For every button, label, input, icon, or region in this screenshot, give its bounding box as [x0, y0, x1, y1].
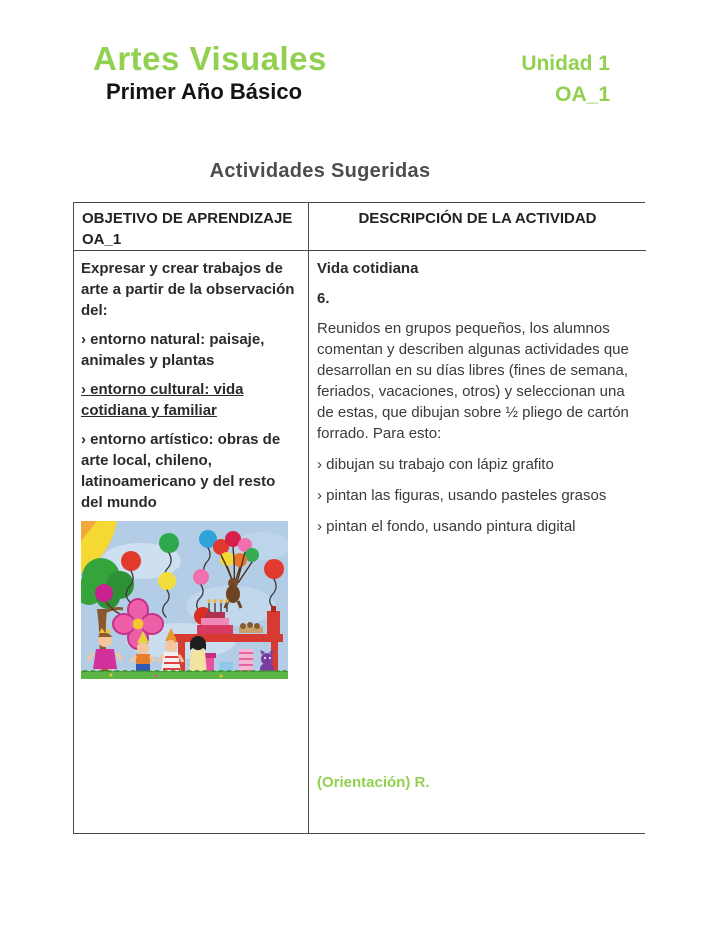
column-header-description: DESCRIPCIÓN DE LA ACTIVIDAD [309, 203, 646, 251]
page-title: Artes Visuales [93, 40, 327, 77]
children-party-drawing [81, 521, 288, 679]
objective-cell [74, 251, 309, 833]
activity-heading: Vida cotidiana [317, 260, 419, 277]
section-title: Actividades Sugeridas [209, 160, 431, 182]
unit-block [521, 48, 610, 110]
objective-bullet-natural: › entorno natural: paisaje, animales y plantas [81, 331, 265, 369]
activities-table [73, 202, 645, 834]
orientation-note: (Orientación) R. [317, 774, 430, 791]
objective-paragraph: Expresar y crear trabajos de arte a partir de la observación del: [81, 260, 295, 319]
activity-intro: Reunidos en grupos pequeños, los alumnos comentan y describen algunas actividades que desarrollan en su días libres (fines de semana, feriados, vacaciones, otros) y seleccionan una de estas, que dibujan sobre ½ pliego de cartón forrado. Para esto: [317, 320, 629, 442]
page-subtitle: Primer Año Básico [106, 79, 303, 104]
activity-step-3: › pintan el fondo, usando pintura digital [317, 518, 576, 535]
activity-number: 6. [317, 290, 330, 307]
grass [81, 670, 288, 679]
unit-label: Unidad 1 [521, 52, 610, 75]
objective-bullet-artistic: › entorno artístico: obras de arte local, chileno, latinoamericano y del resto del mundo [81, 431, 281, 511]
column-header-objective: OBJETIVO DE APRENDIZAJE OA_1 [74, 203, 309, 251]
objective-bullet-cultural: › entorno cultural: vida cotidiana y familiar [81, 381, 244, 419]
girl-yellow-dress [189, 636, 207, 675]
description-cell [309, 251, 646, 833]
oa-label: OA_1 [555, 83, 610, 106]
activity-step-1: › dibujan su trabajo con lápiz grafito [317, 456, 554, 473]
activity-step-2: › pintan las figuras, usando pasteles grasos [317, 487, 607, 504]
